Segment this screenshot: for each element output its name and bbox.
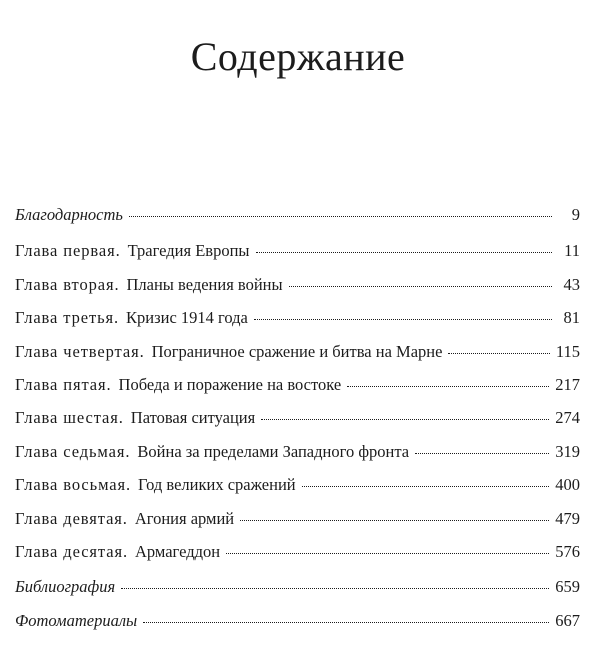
toc-entry-chapter-3[interactable] (15, 308, 580, 341)
toc-chapter-number: Глава вторая. (15, 274, 120, 294)
toc-entry-page: 400 (555, 475, 580, 495)
toc-entry-bibliography[interactable] (15, 577, 580, 610)
toc-entry-chapter-5[interactable] (15, 375, 580, 408)
toc-chapter-title: Планы ведения войны (126, 274, 283, 294)
toc-entry-page: 319 (555, 441, 580, 461)
dot-leader (256, 252, 553, 253)
toc-chapter-title: Армагеддон (134, 541, 221, 561)
toc-chapter-title: Трагедия Европы (127, 241, 250, 261)
toc-chapter-title: Пограничное сражение и битва на Марне (151, 341, 443, 361)
dot-leader (415, 453, 549, 454)
toc-chapter-number: Глава первая. (15, 241, 121, 261)
toc-entry-page: 43 (563, 274, 580, 294)
dot-leader (240, 520, 549, 521)
toc-entry-page: 576 (555, 541, 580, 561)
dot-leader (347, 386, 549, 387)
toc-entry-chapter-8[interactable] (15, 475, 580, 508)
toc-entry-page: 115 (555, 341, 580, 361)
toc-entry-chapter-1[interactable] (15, 241, 580, 274)
toc-entry-label (15, 442, 409, 462)
toc-entry-page: 11 (564, 241, 580, 261)
toc-entry-label (15, 408, 255, 428)
toc-entry-label (15, 509, 234, 529)
toc-chapter-title: Год великих сражений (138, 475, 296, 495)
page-title: Содержание (190, 33, 406, 79)
dot-leader (121, 588, 549, 589)
toc-chapter-title: Агония армий (134, 508, 235, 528)
toc-chapter-number: Глава шестая. (15, 408, 124, 428)
toc-chapter-title: Кризис 1914 года (126, 308, 248, 328)
toc-entry-label (15, 308, 248, 328)
toc-entry-chapter-9[interactable] (15, 509, 580, 542)
toc-chapter-title: Победа и поражение на востоке (118, 374, 342, 394)
toc-entry-photographs[interactable] (15, 611, 580, 644)
toc-entry-title: Библиография (15, 577, 116, 597)
toc-entry-page: 479 (555, 508, 580, 528)
toc-entry-chapter-6[interactable] (15, 408, 580, 441)
toc-entry-title: Благодарность (15, 205, 123, 224)
dot-leader (289, 286, 552, 287)
toc-entry-label (15, 275, 283, 295)
toc-chapter-number: Глава четвертая. (15, 341, 145, 361)
toc-entry-page: 274 (555, 408, 580, 428)
toc-entry-label (15, 241, 250, 261)
toc-chapter-title: Война за пределами Западного фронта (137, 441, 410, 461)
dot-leader (226, 553, 549, 554)
toc-entry-label (15, 342, 442, 362)
dot-leader (129, 216, 552, 217)
dot-leader (302, 486, 550, 487)
table-of-contents (15, 205, 580, 644)
toc-entry-acknowledgements[interactable] (15, 205, 580, 238)
toc-entry-label (15, 542, 220, 562)
toc-entry-page: 667 (555, 610, 580, 630)
dot-leader (261, 419, 549, 420)
toc-chapter-title: Патовая ситуация (130, 408, 256, 428)
toc-entry-chapter-4[interactable] (15, 342, 580, 375)
toc-entry-page: 81 (563, 308, 580, 328)
dot-leader (143, 622, 549, 623)
toc-chapter-number: Глава восьмая. (15, 475, 132, 495)
toc-entry-label (15, 375, 341, 395)
toc-entry-chapter-7[interactable] (15, 442, 580, 475)
toc-entry-title: Фотоматериалы (15, 610, 138, 630)
toc-chapter-number: Глава пятая. (15, 374, 112, 394)
dot-leader (448, 353, 549, 354)
toc-entry-page: 9 (571, 205, 580, 224)
dot-leader (254, 319, 552, 320)
toc-entry-chapter-10[interactable] (15, 542, 580, 575)
toc-chapter-number: Глава третья. (15, 308, 120, 328)
toc-chapter-number: Глава девятая. (15, 508, 128, 528)
toc-chapter-number: Глава десятая. (15, 541, 128, 561)
toc-entry-page: 217 (555, 374, 580, 394)
toc-entry-page: 659 (555, 577, 580, 597)
toc-chapter-number: Глава седьмая. (15, 441, 131, 461)
toc-entry-label (15, 475, 296, 495)
toc-entry-chapter-2[interactable] (15, 275, 580, 308)
